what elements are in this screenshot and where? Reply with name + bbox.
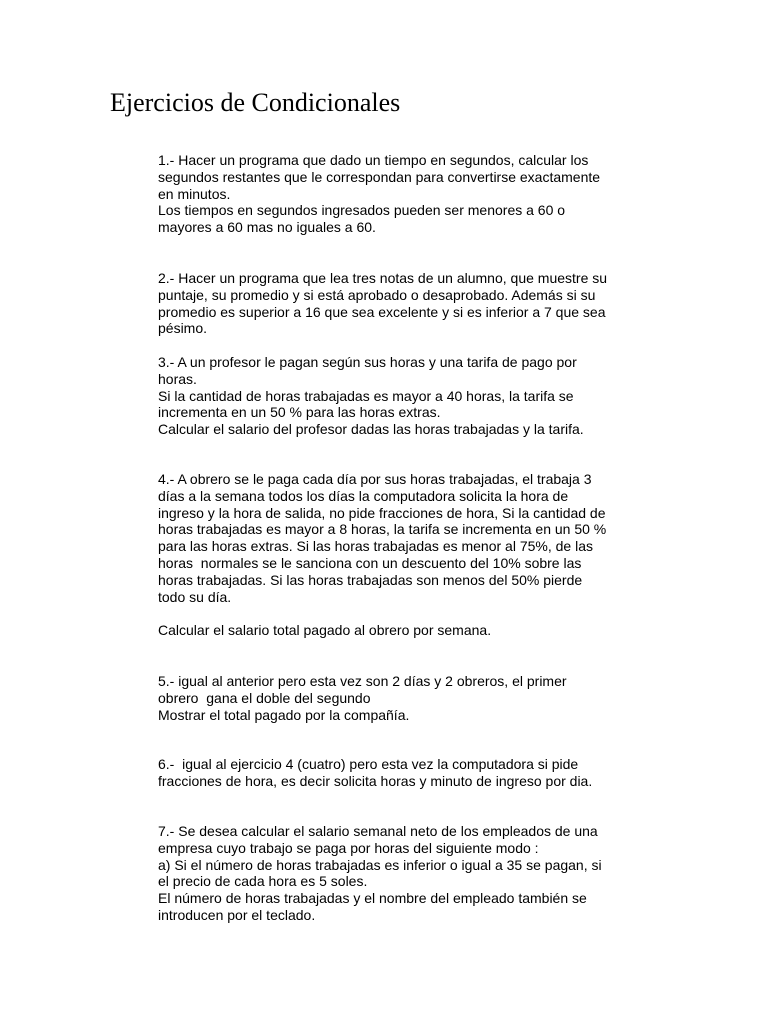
- exercise-line: mayores a 60 mas no iguales a 60.: [158, 219, 376, 236]
- exercise-5: [158, 673, 678, 723]
- exercise-line: Los tiempos en segundos ingresados pueden ser menores a 60 o: [158, 202, 566, 219]
- exercise-line: Calcular el salario total pagado al obrero por semana.: [158, 622, 492, 639]
- exercise-line: 1.- Hacer un programa que dado un tiempo en segundos, calcular los: [158, 152, 589, 168]
- exercise-line: horas trabajadas es mayor a 8 horas, la tarifa se incrementa en un 50 %: [158, 521, 607, 538]
- exercise-line: 7.- Se desea calcular el salario semanal neto de los empleados de una: [158, 823, 598, 839]
- exercise-line: empresa cuyo trabajo se paga por horas del siguiente modo :: [158, 839, 539, 856]
- exercise-line: 5.- igual al anterior pero esta vez son 2 días y 2 obreros, el primer: [158, 673, 567, 689]
- exercise-line: todo su día.: [158, 588, 232, 605]
- exercise-4: [158, 471, 678, 639]
- exercise-3: [158, 354, 678, 438]
- exercise-line: 6.- igual al ejercicio 4 (cuatro) pero esta vez la computadora si pide: [158, 756, 579, 772]
- exercise-line: Si la cantidad de horas trabajadas es mayor a 40 horas, la tarifa se: [158, 387, 574, 404]
- exercise-line: segundos restantes que le correspondan para convertirse exactamente: [158, 168, 601, 185]
- paragraph-gap: [158, 605, 678, 622]
- exercise-line: Calcular el salario del profesor dadas las horas trabajadas y la tarifa.: [158, 421, 584, 438]
- exercise-line: para las horas extras. Si las horas trabajadas es menor al 75%, de las: [158, 538, 594, 555]
- exercise-line: horas trabajadas. Si las horas trabajadas son menos del 50% pierde: [158, 571, 583, 588]
- exercise-line: pésimo.: [158, 320, 208, 337]
- exercise-6: [158, 756, 678, 790]
- exercise-line: promedio es superior a 16 que sea excelente y si es inferior a 7 que sea: [158, 303, 606, 320]
- exercise-line: El número de horas trabajadas y el nombre del empleado también se: [158, 890, 587, 907]
- exercise-line: obrero gana el doble del segundo: [158, 689, 371, 706]
- exercise-line: 3.- A un profesor le pagan según sus horas y una tarifa de pago por: [158, 354, 577, 370]
- exercise-line: el precio de cada hora es 5 soles.: [158, 873, 368, 890]
- exercise-line: Mostrar el total pagado por la compañía.: [158, 706, 410, 723]
- page-title: Ejercicios de Condicionales: [110, 88, 401, 117]
- exercise-2: [158, 270, 678, 337]
- exercise-line: 4.- A obrero se le paga cada día por sus horas trabajadas, el trabaja 3: [158, 471, 592, 487]
- exercise-line: días a la semana todos los días la computadora solicita la hora de: [158, 487, 569, 504]
- exercise-line: introducen por el teclado.: [158, 906, 316, 923]
- exercise-line: ingreso y la hora de salida, no pide fracciones de hora, Si la cantidad de: [158, 504, 606, 521]
- exercise-line: puntaje, su promedio y si está aprobado o desaprobado. Además si su: [158, 286, 596, 303]
- exercise-line: en minutos.: [158, 185, 231, 202]
- exercise-line: a) Si el número de horas trabajadas es inferior o igual a 35 se pagan, si: [158, 856, 602, 873]
- exercise-7: [158, 823, 678, 924]
- exercise-line: incrementa en un 50 % para las horas extras.: [158, 404, 441, 421]
- exercise-line: horas.: [158, 370, 197, 387]
- exercise-1: [158, 152, 678, 236]
- exercise-line: 2.- Hacer un programa que lea tres notas de un alumno, que muestre su: [158, 270, 608, 286]
- exercise-line: horas normales se le sanciona con un descuento del 10% sobre las: [158, 554, 582, 571]
- exercise-line: fracciones de hora, es decir solicita horas y minuto de ingreso por dia.: [158, 772, 593, 789]
